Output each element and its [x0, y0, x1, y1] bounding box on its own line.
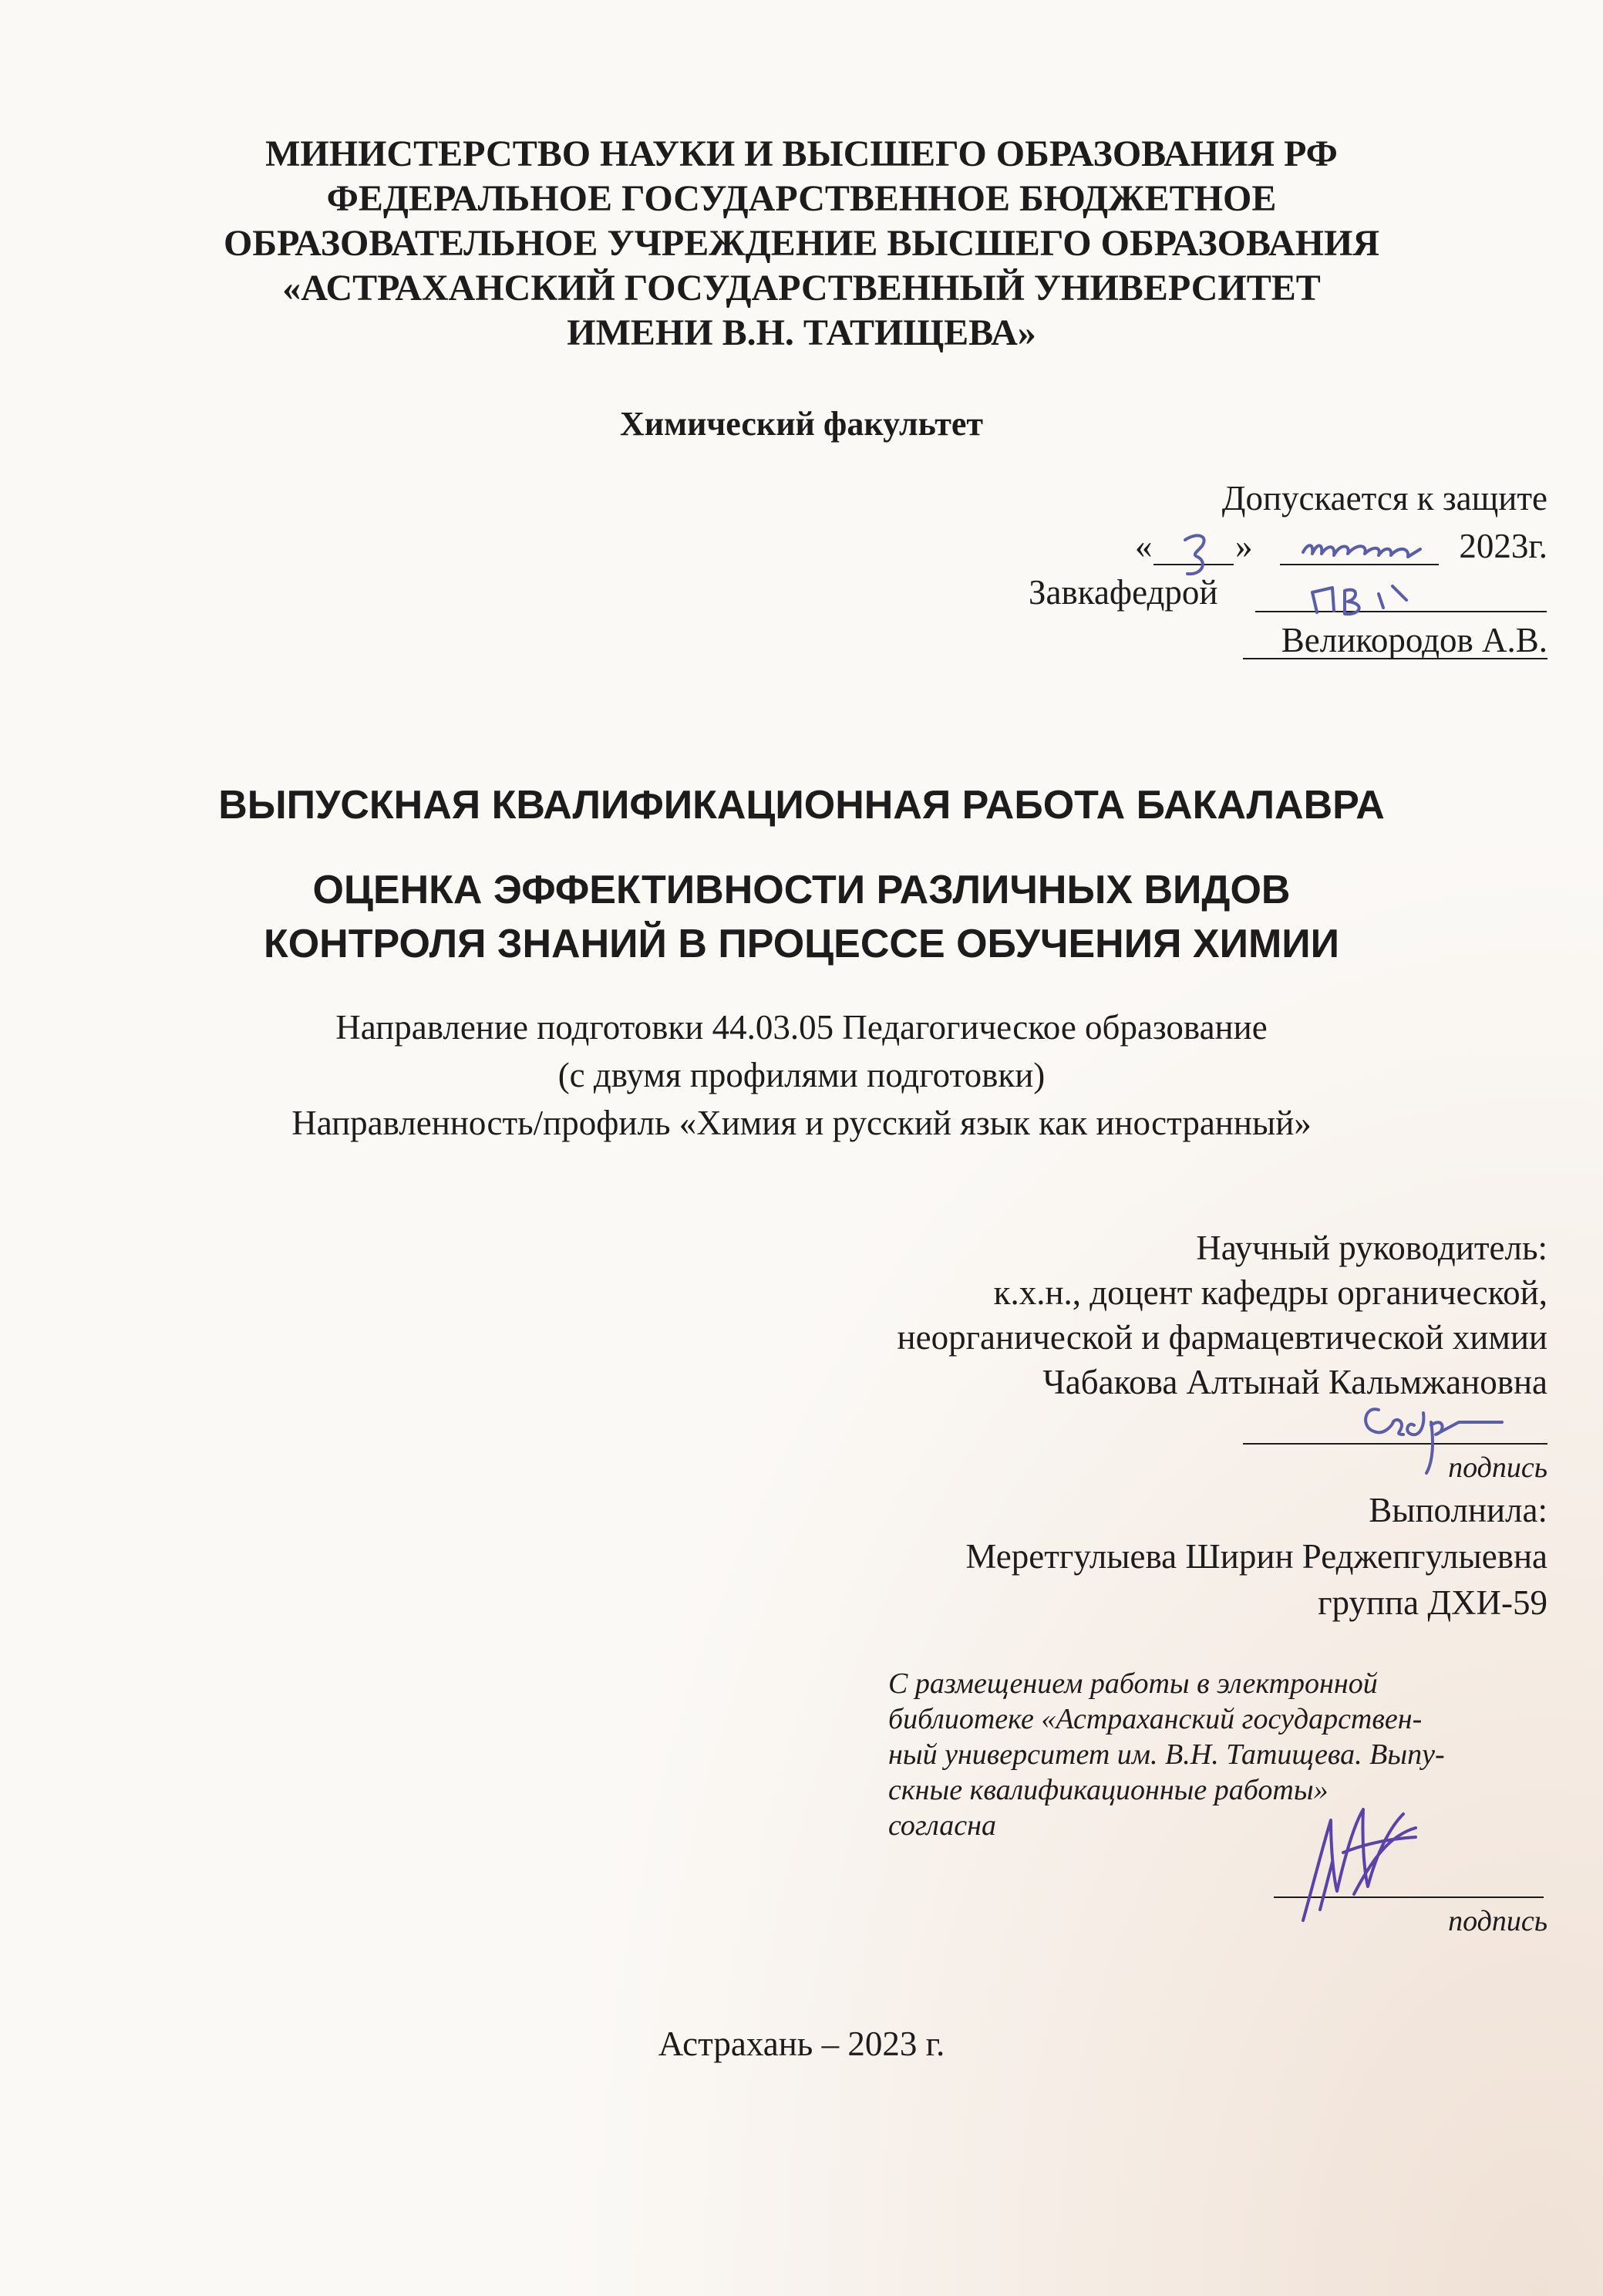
supervisor-label: Научный руководитель:	[1196, 1229, 1547, 1267]
work-type-heading: ВЫПУСКНАЯ КВАЛИФИКАЦИОННАЯ РАБОТА БАКАЛАВРА	[218, 783, 1385, 828]
ministry-line: МИНИСТЕРСТВО НАУКИ И ВЫСШЕГО ОБРАЗОВАНИЯ РФ	[265, 133, 1338, 174]
institution-type-line: ФЕДЕРАЛЬНОЕ ГОСУДАРСТВЕННОЕ БЮДЖЕТНОЕ	[326, 178, 1277, 219]
thesis-topic-line-2: КОНТРОЛЯ ЗНАНИЙ В ПРОЦЕССЕ ОБУЧЕНИЯ ХИМИИ	[263, 922, 1340, 966]
handwritten-day	[1185, 535, 1204, 574]
author-group: группа ДХИ-59	[1318, 1583, 1547, 1622]
place-and-year: Астрахань – 2023 г.	[658, 2025, 945, 2063]
author-name: Меретгулыева Ширин Реджепгулыевна	[965, 1537, 1547, 1576]
head-signature-mark	[1312, 586, 1406, 614]
consent-line-1: С размещением работы в электронной	[888, 1667, 1378, 1700]
supervisor-position: к.х.н., доцент кафедры органической,	[993, 1273, 1547, 1312]
study-profile: Направленность/профиль «Химия и русский язык как иностранный»	[291, 1104, 1312, 1142]
author-signature-mark	[1303, 1809, 1416, 1920]
supervisor-name: Чабакова Алтынай Кальмжановна	[1042, 1363, 1547, 1401]
thesis-topic-line-1: ОЦЕНКА ЭФФЕКТИВНОСТИ РАЗЛИЧНЫХ ВИДОВ	[312, 868, 1291, 912]
author-label: Выполнила:	[1369, 1491, 1547, 1529]
study-direction: Направление подготовки 44.03.05 Педагогическое образование	[335, 1008, 1268, 1047]
handwritten-month	[1303, 545, 1420, 557]
institution-type-line-2: ОБРАЗОВАТЕЛЬНОЕ УЧРЕЖДЕНИЕ ВЫСШЕГО ОБРАЗОВАНИЯ	[224, 223, 1379, 264]
university-name-line-2: ИМЕНИ В.Н. ТАТИЩЕВА»	[567, 312, 1036, 353]
supervisor-signature-mark	[1366, 1409, 1502, 1473]
date-quote-open: «	[1135, 527, 1153, 565]
consent-line-2: библиотеке «Астраханский государствен-	[888, 1703, 1423, 1735]
author-signature-caption: подпись	[1448, 1905, 1547, 1937]
approval-year: 2023г.	[1459, 527, 1547, 565]
head-of-department-name: Великородов А.В.	[1281, 621, 1547, 659]
consent-line-5: согласна	[888, 1809, 996, 1842]
faculty-name: Химический факультет	[619, 405, 984, 443]
consent-line-4: скные квалификационные работы»	[888, 1774, 1329, 1806]
supervisor-department: неорганической и фармацевтической химии	[897, 1318, 1547, 1357]
head-of-department-label: Завкафедрой	[1029, 573, 1218, 612]
admitted-to-defense: Допускается к защите	[1221, 479, 1547, 518]
consent-line-3: ный университет им. В.Н. Татищева. Выпу-	[888, 1738, 1445, 1771]
study-direction-note: (с двумя профилями подготовки)	[557, 1056, 1046, 1094]
university-name-line: «АСТРАХАНСКИЙ ГОСУДАРСТВЕННЫЙ УНИВЕРСИТЕТ	[282, 268, 1321, 308]
supervisor-signature-caption: подпись	[1448, 1451, 1547, 1484]
date-quote-close: »	[1235, 527, 1253, 565]
